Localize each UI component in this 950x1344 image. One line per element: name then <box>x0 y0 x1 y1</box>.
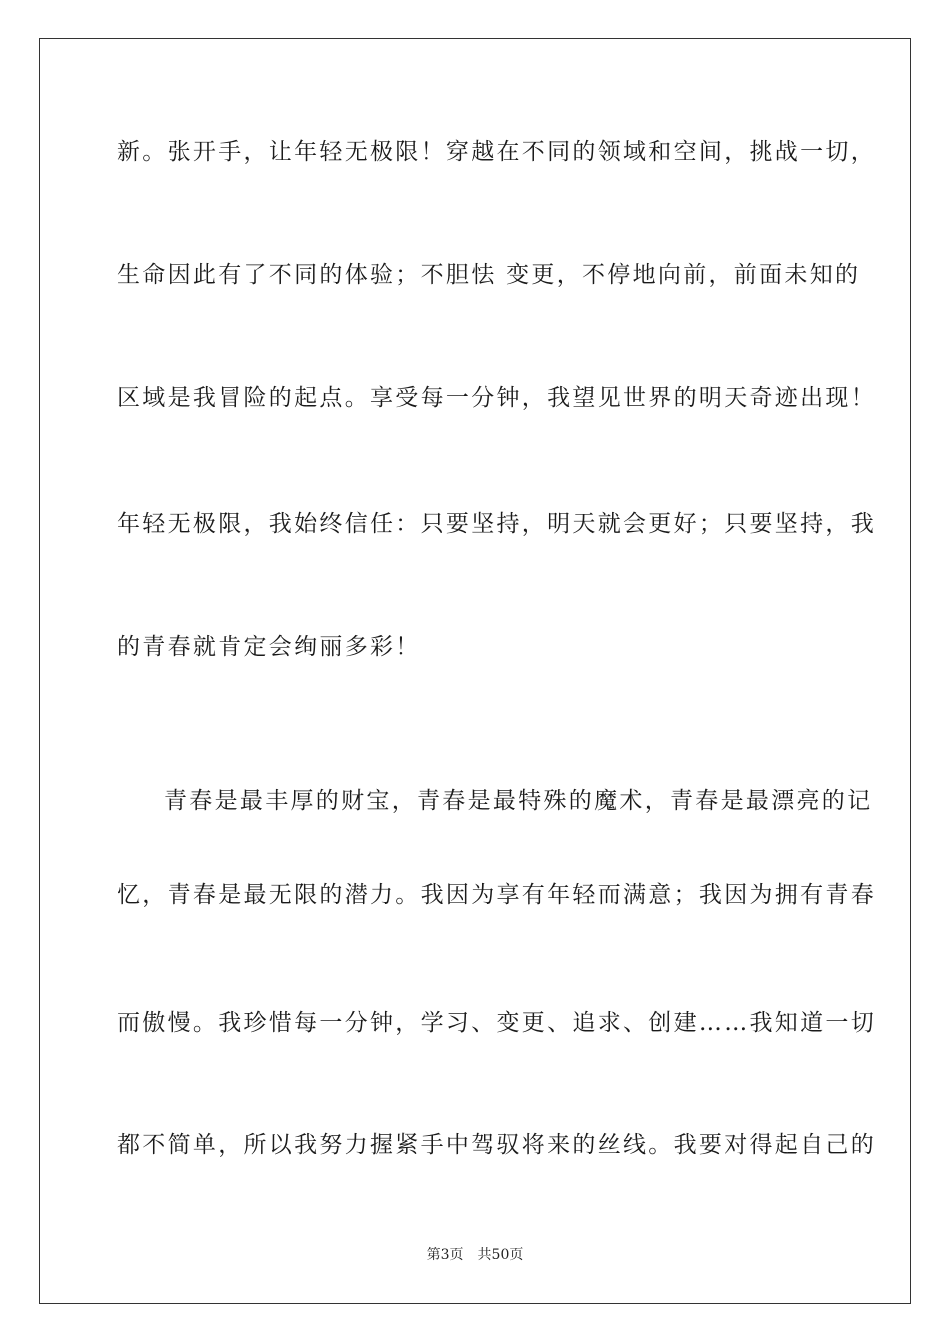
body-line-4: 年轻无极限，我始终信任：只要坚持，明天就会更好；只要坚持，我 <box>117 511 876 537</box>
paragraph-2-line-2: 忆，青春是最无限的潜力。我因为享有年轻而满意；我因为拥有青春 <box>117 882 876 908</box>
paragraph-2-line-1: 青春是最丰厚的财宝，青春是最特殊的魔术，青春是最漂亮的记 <box>164 788 873 814</box>
paragraph-2-line-3: 而傲慢。我珍惜每一分钟，学习、变更、追求、创建……我知道一切 <box>117 1010 876 1036</box>
body-line-3: 区域是我冒险的起点。享受每一分钟，我望见世界的明天奇迹出现！ <box>117 385 876 411</box>
paragraph-2-line-4: 都不简单，所以我努力握紧手中驾驭将来的丝线。我要对得起自己的 <box>117 1132 876 1158</box>
body-line-1: 新。张开手，让年轻无极限！穿越在不同的领域和空间，挑战一切， <box>117 139 876 165</box>
body-line-5: 的青春就肯定会绚丽多彩！ <box>117 634 421 660</box>
page-number: 第3页 <box>426 1247 464 1263</box>
body-line-2: 生命因此有了不同的体验；不胆怯 变更，不停地向前，前面未知的 <box>117 262 861 288</box>
page-footer <box>0 1246 950 1264</box>
page-border <box>39 38 911 1304</box>
page-total: 共50页 <box>477 1247 524 1263</box>
